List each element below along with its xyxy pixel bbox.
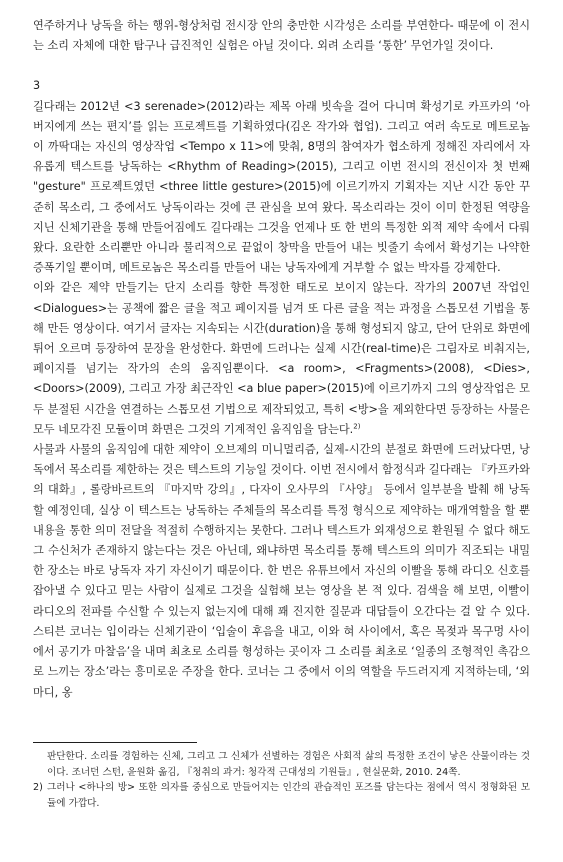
paragraph-voice-projects: 길다래는 2012년 <3 serenade>(2012)라는 제목 아래 빗속을 걸어 다니며 확성기로 카프카의 ‘아버지에게 쓰는 편지’를 읽는 프로젝트를 기획하였다(김온 작가와 협업). 그리고 여러 속도로 메트로놈이 까딱대는 자신의 영상작업 <Tempo x 11>에 맞춰, 8명의 참여자가 협소하게 정해진 자리에서 자유롭게 텍스트를 낭독하는 <Rhythm of Reading>(2015), 그리고 이번 전시의 전신이자 첫 번째 "gesture" 프로젝트였던 <three little gesture>(2015)에 이르기까지 기획자는 지난 시간 동안 꾸준히 목소리, 그 중에서도 낭독이라는 것에 큰 관심을 보여 왔다. 목소리라는 것이 이미 한정된 역량을 지닌 신체기관을 통해 만들어짐에도 길다래는 그것을 언제나 또 한 번의 특정한 외적 제약 속에서 다뤄 왔다. 요란한 소리뿐만 아니라 물리적으로 끝없이 창막을 만들어 내는 빗줄기 속에서 확성기는 나약한 증폭기일 뿐이며, 메트로놈은 목소리를 만들어 내는 낭독자에게 거부할 수 없는 박자를 강제한다. — [33, 99, 530, 275]
paragraph-text-constraint: 사물과 사물의 움직임에 대한 제약이 오브제의 미니멀리즘, 실제-시간의 분절로 화면에 드러났다면, 낭독에서 목소리를 제한하는 것은 텍스트의 기능일 것이다. 이번 전시에서 함정식과 길다래는 『카프카와의 대화』, 롤랑바르트의 『마지막 강의』, 다자이 오사무의 『사양』 등에서 일부분을 발췌 해 낭독 할 예정인데, 실상 이 텍스트는 낭독하는 주체들의 목소리를 특정 형식으로 제약하는 매개역할을 할 뿐 내용을 통한 의미 전달을 적절히 수행하지는 못한다. 그러나 텍스트가 외재성으로 환원될 수 없다 해도 그 수신처가 존재하지 않는다는 것은 아닌데, 왜냐하면 목소리를 통해 텍스트의 의미가 직조되는 내밀한 장소는 바로 낭독자 자기 자신이기 때문이다. 한 번은 유튜브에서 자신의 이빨을 통해 라디오 신호를 잡아낼 수 있다고 믿는 사람이 실제로 그것을 실험해 보는 영상을 본 적 있다. 검색을 해 보면, 이빨이 라디오의 전파를 수신할 수 있는지 없는지에 대해 꽤 진지한 질문과 대답들이 오간다는 걸 알 수 있다. 스티븐 코너는 입이라는 신체기관이 ‘입술이 후음을 내고, 이와 혀 사이에서, 혹은 목젖과 목구멍 사이에서 공기가 마찰음’을 내며 최초로 소리를 형성하는 곳이자 그 소리를 최초로 ‘일종의 조형적인 촉감으로 느끼는 장소’라는 흥미로운 주장을 한다. 코너는 그 중에서 이의 역할을 두드러지게 지적하는데, ‘외마디, 옹 — [33, 443, 530, 699]
paragraph-stopmotion-works — [33, 278, 530, 440]
footnote-1-continuation: 판단한다. 소리를 경험하는 신체, 그리고 그 신체가 선별하는 경험은 사회적 삶의 특정한 조건이 낳은 산물이라는 것이다. 조너던 스턴, 윤원화 옮김, 『청취의 과거: 청각적 근대성의 기원들』, 현실문화, 2010. 24쪽. — [47, 751, 530, 778]
footnotes-section — [33, 749, 530, 811]
footnote-2 — [33, 780, 530, 811]
main-text-column — [33, 16, 530, 703]
paragraph-spacer — [33, 56, 530, 76]
footnote-2-text: 그러나 <하나의 방> 또한 의자를 중심으로 만들어지는 인간의 관습적인 포즈를 담는다는 점에서 역시 정형화된 모듈에 가깝다. — [47, 782, 530, 809]
footnote-divider — [33, 742, 197, 743]
footnote-2-number: 2) — [33, 782, 43, 794]
paragraph-stopmotion-text: 이와 같은 제약 만들기는 단지 소리를 향한 특정한 태도로 보이지 않는다. 작가의 2007년 작업인 <Dialogues>는 공책에 짧은 글을 적고 페이지를 넘겨 또 다른 글을 적는 과정을 스톱모션 기법을 통해 만든 영상이다. 여기서 글자는 지속되는 시간(duration)을 통해 형성되지 않고, 단어 단위로 화면에 튀어 오르며 등장하여 문장을 완성한다. 화면에 드러나는 실제 시간(real-time)은 그림자로 비춰지는, 페이지를 넘기는 작가의 손의 움직임뿐이다. <a room>, <Fragments>(2008), <Dies>, <Doors>(2009), 그리고 가장 최근작인 <a blue paper>(2015)에 이르기까지 그의 영상작업은 모두 분절된 시간을 연결하는 스톱모션 기법으로 제작되었고, 특히 <방>을 제외한다면 등장하는 사물은 모두 네모각진 모듈이며 화면은 그것의 기계적인 움직임을 담는다. — [33, 281, 530, 436]
intro-paragraph: 연주하거나 낭독을 하는 행위-형상처럼 전시장 안의 충만한 시각성은 소리를 부연한다- 때문에 이 전시는 소리 자체에 대한 탐구나 급진적인 실험은 아닐 것이다. 외려 소리를 ‘통한’ 무언가일 것이다. — [33, 19, 530, 53]
section-number: 3 — [33, 79, 41, 93]
footnote-ref-2: 2) — [353, 422, 361, 431]
